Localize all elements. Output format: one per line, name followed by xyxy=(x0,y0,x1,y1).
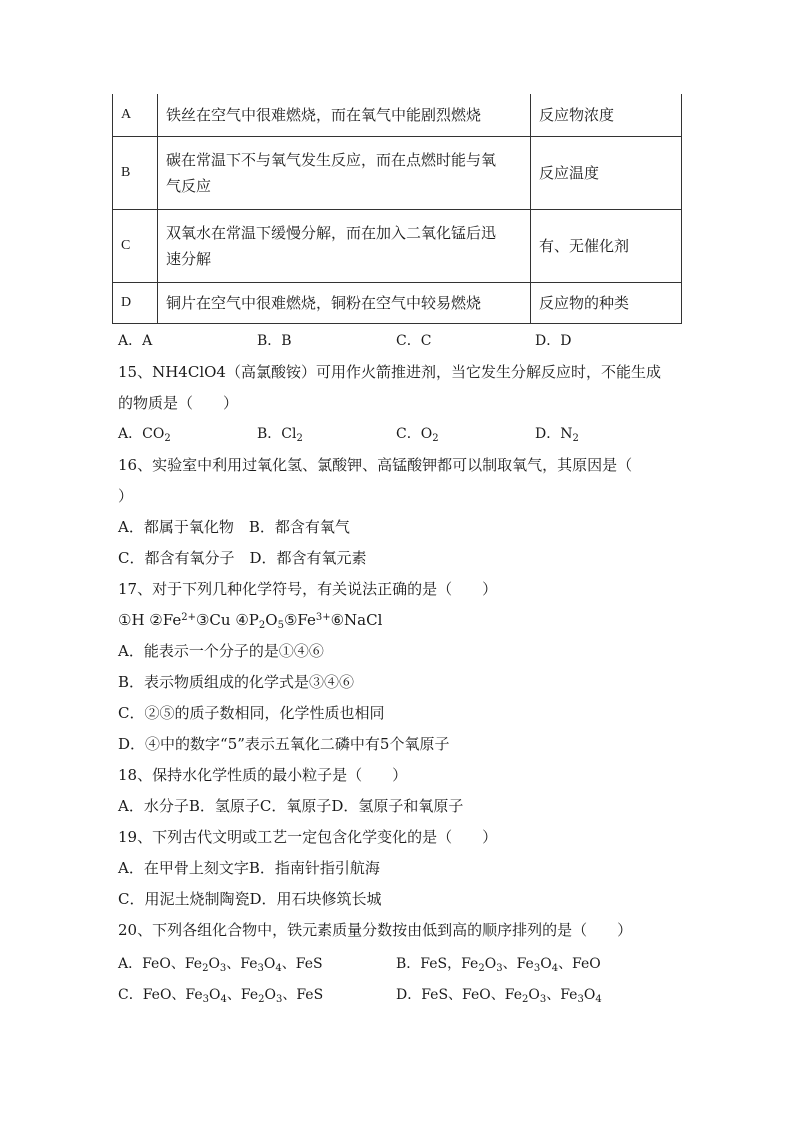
q17-option-c: C．②⑤的质子数相同，化学性质也相同 xyxy=(118,704,385,722)
q16-stem-line2: ） xyxy=(118,487,134,505)
row-factor: 反应温度 xyxy=(531,137,682,210)
q19-options-cd: C．用泥土烧制陶瓷D．用石块修筑长城 xyxy=(118,890,382,908)
row-fact-line: 气反应 xyxy=(166,177,212,195)
table-row xyxy=(113,137,682,210)
q14-option-a: A．A xyxy=(118,333,153,349)
row-fact-line: 速分解 xyxy=(166,250,212,268)
q16-options-ab: A．都属于氧化物 B．都含有氧气 xyxy=(118,518,350,536)
row-fact: 铁丝在空气中很难燃烧，而在氧气中能剧烈燃烧 xyxy=(158,94,531,137)
q20-option-b: B．FeS，$Fe_2O_3$、$Fe_3O_4$、FeO xyxy=(396,956,601,974)
q16-stem-line1: 16、实验室中利用过氧化氢、氯酸钾、高锰酸钾都可以制取氧气，其原因是（ xyxy=(118,456,633,474)
table-row xyxy=(113,283,682,324)
q17-stem: 17、对于下列几种化学符号，有关说法正确的是（ ） xyxy=(118,580,498,598)
row-label: B xyxy=(113,137,158,210)
q20-stem: 20、下列各组化合物中，铁元素质量分数按由低到高的顺序排列的是（ ） xyxy=(118,921,633,939)
q19-options-ab: A．在甲骨上刻文字B．指南针指引航海 xyxy=(118,859,380,877)
q17-option-a: A．能表示一个分子的是①④⑥ xyxy=(118,642,324,660)
row-factor: 反应物的种类 xyxy=(531,283,682,324)
q15-stem-line2: 的物质是（ ） xyxy=(118,394,239,412)
row-factor: 有、无催化剂 xyxy=(531,210,682,283)
q15-option-d: D．$N_2$ xyxy=(535,426,579,444)
row-label: C xyxy=(113,210,158,283)
q20-option-d: D．FeS、FeO、$Fe_2O_3$、$Fe_3O_4$ xyxy=(396,987,602,1005)
row-label: A xyxy=(113,94,158,137)
q14-option-d: D．D xyxy=(535,333,572,349)
q14-option-b: B．B xyxy=(257,333,292,349)
q17-option-d: D．④中的数字“5”表示五氧化二磷中有5个氧原子 xyxy=(118,735,450,753)
row-fact xyxy=(158,137,531,210)
q15-option-b: B．$Cl_2$ xyxy=(257,426,303,444)
row-fact-line: 碳在常温下不与氧气发生反应，而在点燃时能与氧 xyxy=(166,151,497,169)
q15-option-a: A．$CO_2$ xyxy=(118,426,171,444)
row-fact: 铜片在空气中很难燃烧，铜粉在空气中较易燃烧 xyxy=(158,283,531,324)
q17-symbols: ①H $②Fe^{2+}③Cu$ $④P_2O_5⑤Fe^{3+}⑥NaCl$ xyxy=(118,611,383,631)
q14-option-c: C．C xyxy=(396,333,432,349)
q15-option-c: C．$O_2$ xyxy=(396,426,439,444)
reaction-factor-table xyxy=(112,94,682,324)
q18-options: A．水分子B．氢原子C．氧原子D．氢原子和氧原子 xyxy=(118,797,464,815)
table-row xyxy=(113,94,682,137)
row-fact xyxy=(158,210,531,283)
q20-option-c: C．FeO、$Fe_3O_4$、$Fe_2O_3$、FeS xyxy=(118,987,324,1005)
table-row xyxy=(113,210,682,283)
q20-option-a: A．FeO、$Fe_2O_3$、$Fe_3O_4$、FeS xyxy=(118,956,323,974)
q19-stem: 19、下列古代文明或工艺一定包含化学变化的是（ ） xyxy=(118,828,498,846)
row-factor: 反应物浓度 xyxy=(531,94,682,137)
q15-stem-line1: 15、NH4ClO4（高氯酸铵）可用作火箭推进剂，当它发生分解反应时，不能生成 xyxy=(118,363,661,381)
q16-options-cd: C．都含有氧分子 D．都含有氧元素 xyxy=(118,549,367,567)
row-fact-line: 双氧水在常温下缓慢分解，而在加入二氧化锰后迅 xyxy=(166,224,497,242)
q18-stem: 18、保持水化学性质的最小粒子是（ ） xyxy=(118,766,408,784)
row-label: D xyxy=(113,283,158,324)
q17-option-b: B．表示物质组成的化学式是③④⑥ xyxy=(118,673,355,691)
